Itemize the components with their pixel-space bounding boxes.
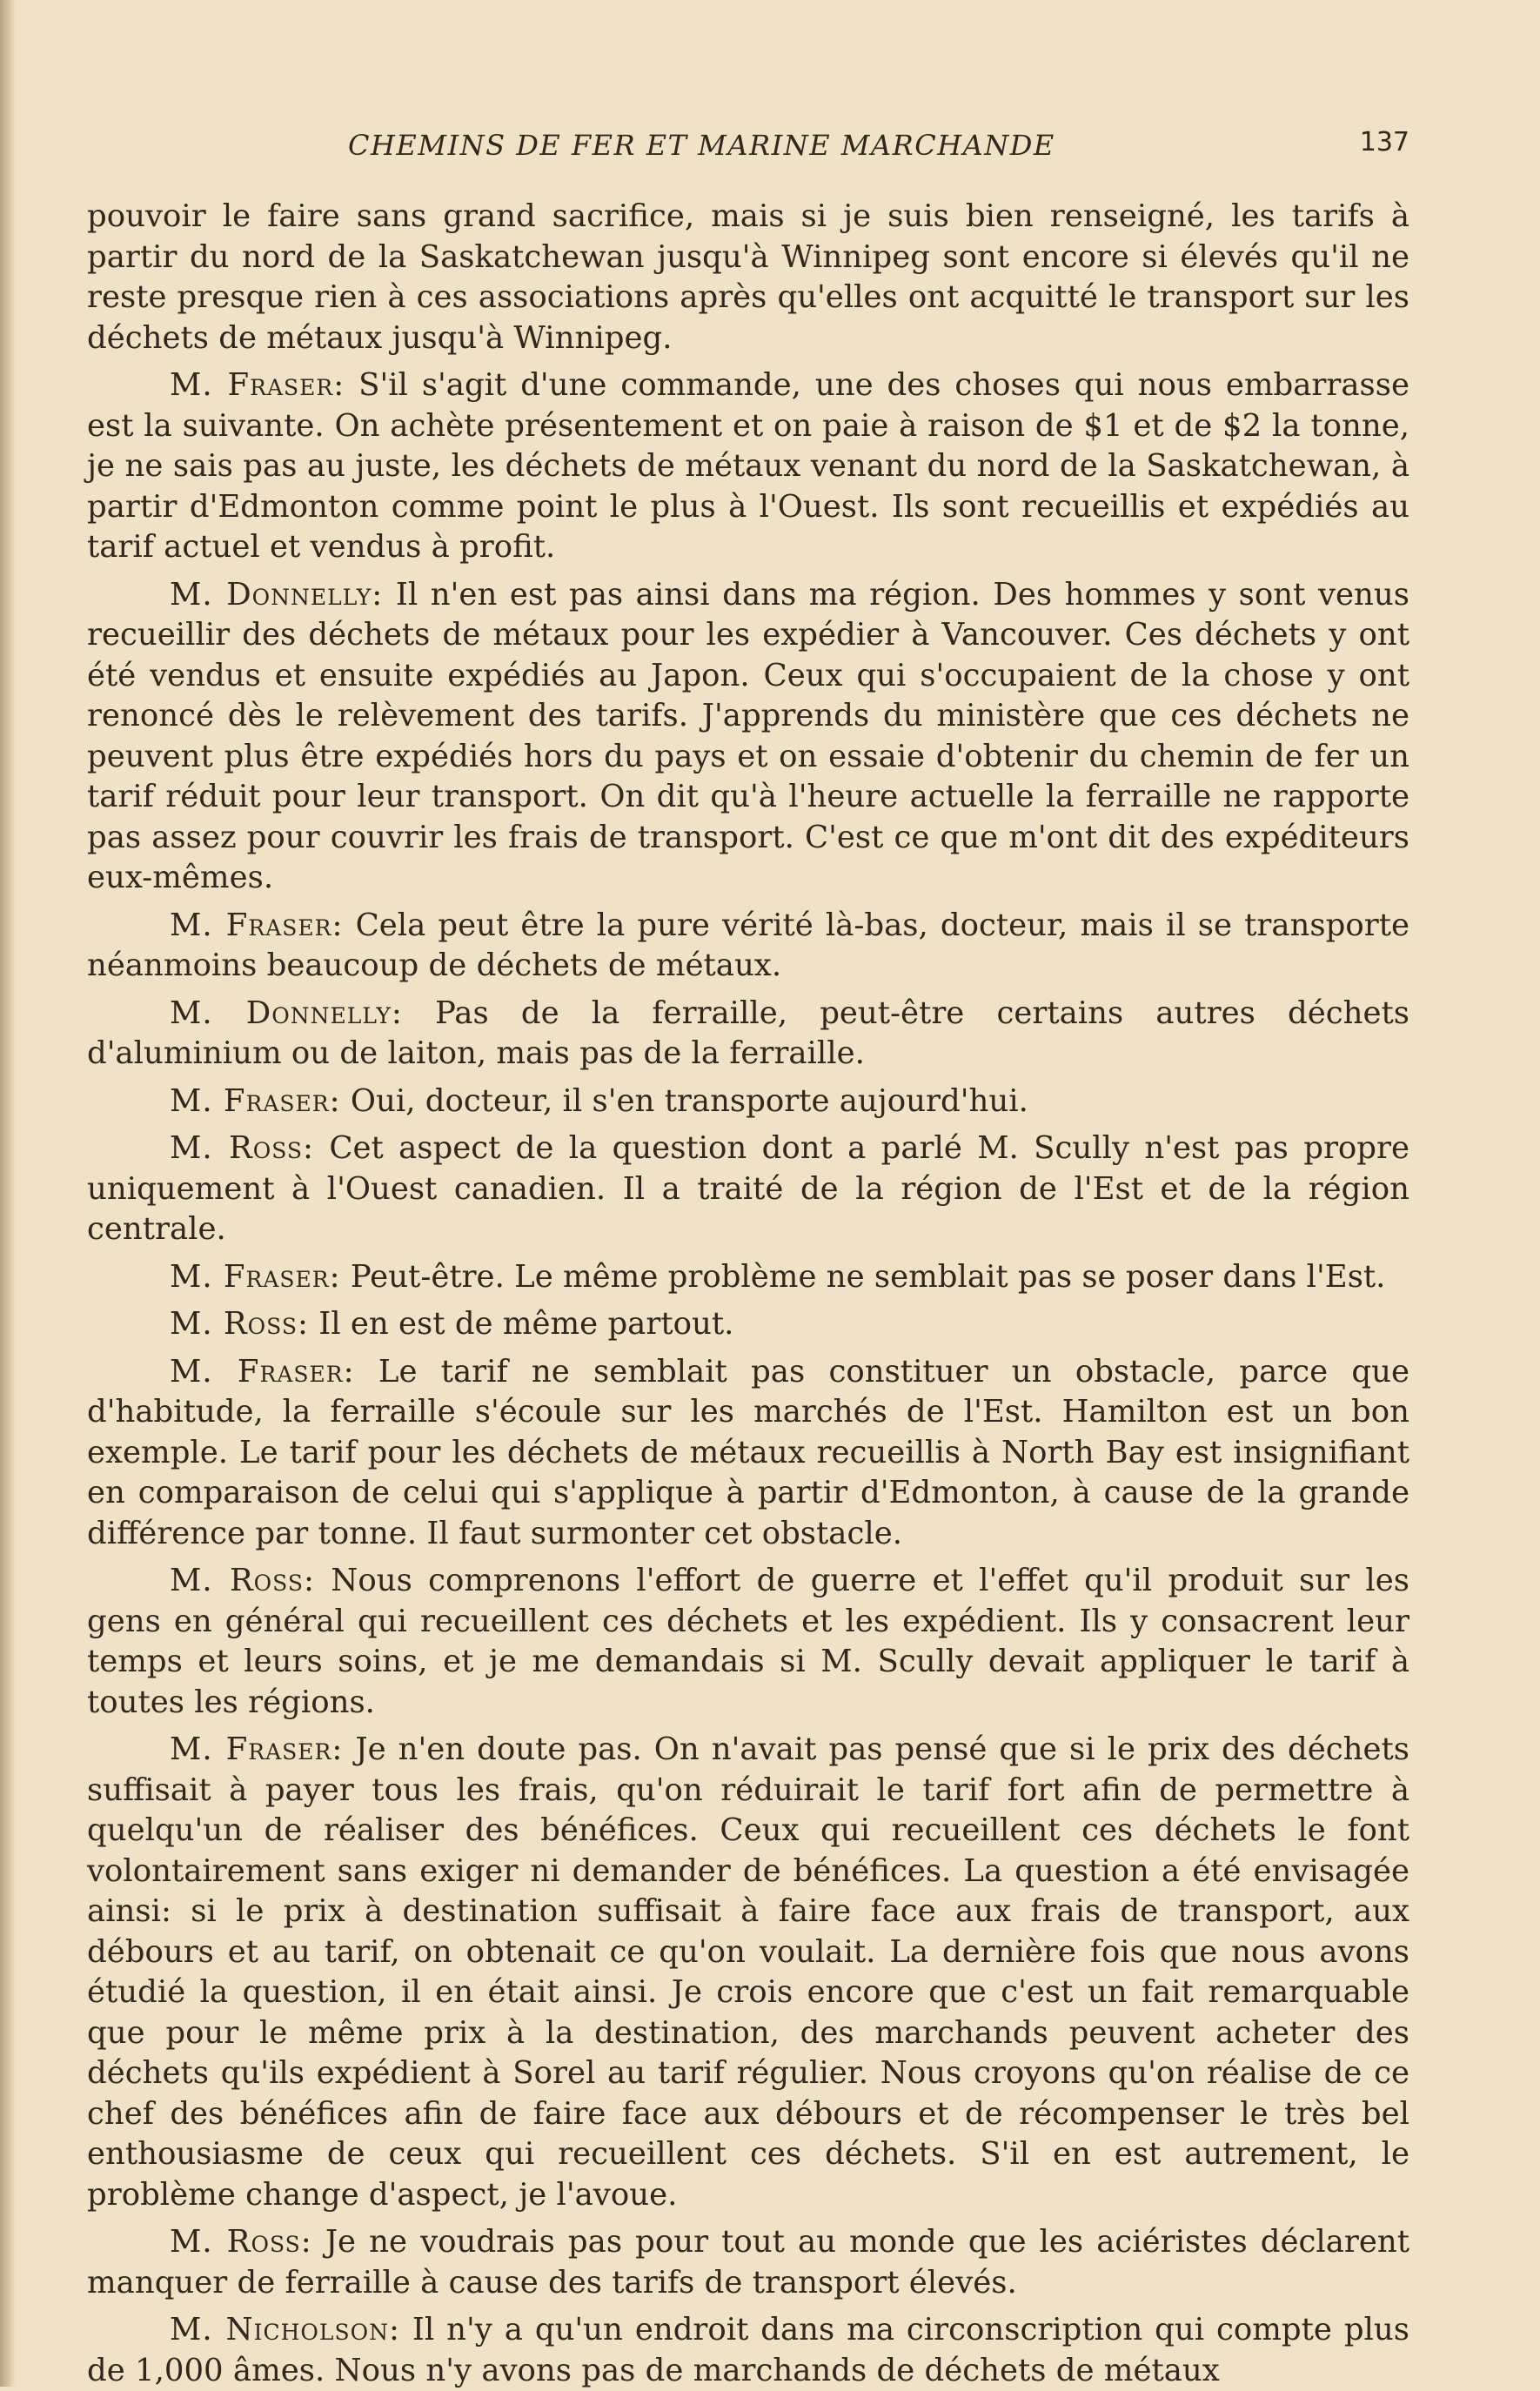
body-text [87, 197, 1409, 2391]
paragraph [87, 365, 1409, 568]
speaker-name: M. Ross: [170, 2224, 312, 2260]
paragraph [87, 1304, 1409, 1345]
speaker-name: M. Fraser: [170, 1258, 341, 1295]
speaker-name: M. Donnelly: [170, 995, 403, 1031]
paragraph-text: Je ne voudrais pas pour tout au monde que les aciéristes déclarent manquer de ferraille à cause des tarifs de transport élevés. [87, 2224, 1409, 2301]
paragraph [87, 994, 1409, 1075]
paragraph [87, 1129, 1409, 1250]
speaker-name: M. Ross: [170, 1563, 315, 1598]
running-header [87, 122, 1409, 174]
paragraph [87, 1257, 1409, 1298]
paragraph-text: Peut-être. Le même problème ne semblait pas se poser dans l'Est. [350, 1258, 1386, 1295]
paragraph-text: Il en est de même partout. [318, 1306, 734, 1342]
paragraph-text: Le tarif ne semblait pas constituer un obstacle, parce que d'habitude, la ferraille s'écoule sur les marchés de l'Est. Hamilton est un bon exemple. Le tarif pour les déchets de métaux recueillis à North Bay est insignifiant en comparaison de celui qui s'applique à partir d'Edmonton, à cause de la grande différence par tonne. Il faut surmonter cet obstacle. [87, 1353, 1409, 1551]
paragraph [87, 1561, 1409, 1723]
paragraph-text: S'il s'agit d'une commande, une des choses qui nous embarrasse est la suivante. On achète présentement et on paie à raison de $1 et de $2 la tonne, je ne sais pas au juste, les déchets de métaux venant du nord de la Saskatchewan, à partir d'Edmonton comme point le plus à l'Ouest. Ils sont recueillis et expédiés au tarif actuel et vendus à profit. [87, 367, 1409, 565]
paragraph [87, 906, 1409, 987]
paragraph [87, 1730, 1409, 2215]
speaker-name: M. Donnelly: [170, 576, 384, 613]
paragraph-text: Cet aspect de la question dont a parlé M. Scully n'est pas propre uniquement à l'Ouest canadien. Il a traité de la région de l'Est et de la région centrale. [87, 1130, 1409, 1247]
paragraph-text: Pas de la ferraille, peut-être certains autres déchets d'aluminium ou de laiton, mais pas de la ferraille. [87, 995, 1409, 1071]
paragraph-text: pouvoir le faire sans grand sacrifice, mais si je suis bien renseigné, les tarifs à partir du nord de la Saskatchewan jusqu'à Winnipeg sont encore si élevés qu'il ne reste presque rien à ces associations après qu'elles ont acquitté le transport sur les déchets de métaux jusqu'à Winnipeg. [87, 198, 1409, 356]
document-page [87, 122, 1409, 2388]
speaker-name: M. Fraser: [170, 1082, 341, 1119]
paragraph [87, 1352, 1409, 1555]
speaker-name: M. Fraser: [170, 1353, 355, 1390]
paragraph-text: Il n'y a qu'un endroit dans ma circonscription qui compte plus de 1,000 âmes. Nous n'y avons pas de marchands de déchets de métaux [87, 2312, 1409, 2388]
paragraph-text: Oui, docteur, il s'en transporte aujourd'hui. [350, 1082, 1028, 1119]
paragraph [87, 1082, 1409, 1122]
page-spine-shadow [0, 0, 16, 2387]
paragraph [87, 575, 1409, 899]
speaker-name: M. Fraser: [170, 367, 345, 403]
running-title: CHEMINS DE FER ET MARINE MARCHANDE [348, 129, 1055, 162]
page-number: 137 [1359, 127, 1409, 157]
paragraph-text: Nous comprenons l'effort de guerre et l'effet qu'il produit sur les gens en général qui recueillent ces déchets et les expédient. Ils y consacrent leur temps et leurs soins, et je me demandais si M. Scully devait appliquer le tarif à toutes les régions. [87, 1563, 1409, 1720]
speaker-name: M. Fraser: [170, 907, 344, 943]
paragraph [87, 2222, 1409, 2303]
speaker-name: M. Ross: [170, 1130, 314, 1166]
speaker-name: M. Nicholson: [170, 2312, 400, 2347]
speaker-name: M. Fraser: [170, 1731, 344, 1767]
paragraph-text: Il n'en est pas ainsi dans ma région. Des hommes y sont venus recueillir des déchets de métaux pour les expédier à Vancouver. Ces déchets y ont été vendus et ensuite expédiés au Japon. Ceux qui s'occupaient de la chose y ont renoncé dès le relèvement des tarifs. J'apprends du ministère que ces déchets ne peuvent plus être expédiés hors du pays et on essaie d'obtenir du chemin de fer un tarif réduit pour leur transport. On dit qu'à l'heure actuelle la ferraille ne rapporte pas assez pour couvrir les frais de transport. C'est ce que m'ont dit des expéditeurs eux-mêmes. [87, 576, 1409, 895]
paragraph-text: Je n'en doute pas. On n'avait pas pensé que si le prix des déchets suffisait à payer tous les frais, qu'on réduirait le tarif fort afin de permettre à quelqu'un de réaliser des bénéfices. Ceux qui recueillent ces déchets le font volontairement sans exiger ni demander de bénéfices. La question a été envisagée ainsi: si le prix à destination suffisait à faire face aux frais de transport, aux débours et au tarif, on obtenait ce qu'on voulait. La dernière fois que nous avons étudié la question, il en était ainsi. Je crois encore que c'est un fait remarquable que pour le même prix à la destination, des marchands peuvent acheter des déchets qu'ils expédient à Sorel au tarif régulier. Nous croyons qu'on réalise de ce chef des bénéfices afin de faire face aux débours et de récompenser le très bel enthousiasme de ceux qui recueillent ces déchets. S'il en est autrement, le problème change d'aspect, je l'avoue. [87, 1731, 1409, 2213]
paragraph [87, 197, 1409, 358]
speaker-name: M. Ross: [170, 1306, 309, 1342]
paragraph-text: Cela peut être la pure vérité là-bas, docteur, mais il se transporte néanmoins beaucoup de déchets de métaux. [87, 907, 1409, 983]
paragraph [87, 2310, 1409, 2391]
